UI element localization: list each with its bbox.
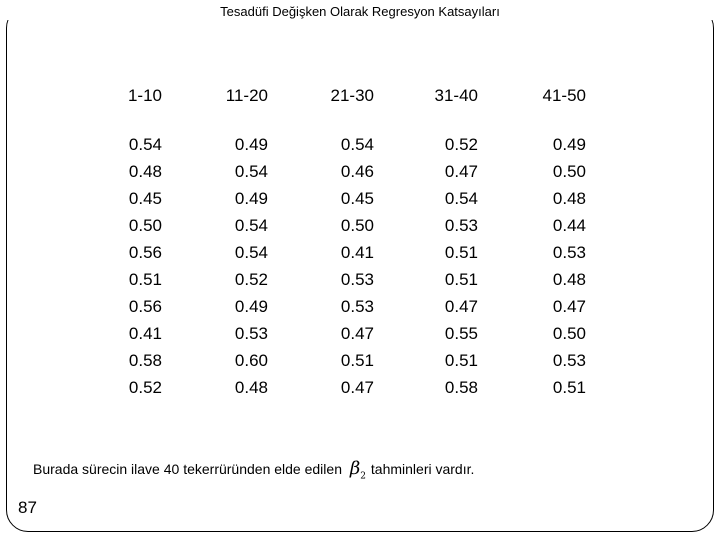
table-cell: 0.52 <box>234 270 268 289</box>
table-cell: 0.54 <box>234 216 268 235</box>
table-cell: 0.58 <box>128 351 162 370</box>
table-row <box>100 239 620 266</box>
table-cell: 0.54 <box>340 135 374 154</box>
beta-subscript: 2 <box>360 471 367 482</box>
column-header: 11-20 <box>225 86 268 105</box>
table-row <box>100 320 620 347</box>
table-body <box>100 131 620 401</box>
table-cell: 0.53 <box>340 270 374 289</box>
table-cell: 0.49 <box>234 135 268 154</box>
table-row <box>100 347 620 374</box>
table-cell: 0.54 <box>128 135 162 154</box>
table-cell: 0.54 <box>234 162 268 181</box>
table-cell: 0.48 <box>234 378 268 397</box>
table-cell: 0.47 <box>340 324 374 343</box>
table-cell: 0.51 <box>444 351 478 370</box>
table-cell: 0.51 <box>552 378 586 397</box>
table-cell: 0.53 <box>552 351 586 370</box>
table-row <box>100 185 620 212</box>
table-cell: 0.51 <box>340 351 374 370</box>
column-header: 41-50 <box>542 86 586 105</box>
table-cell: 0.58 <box>444 378 478 397</box>
table-cell: 0.53 <box>234 324 268 343</box>
table-cell: 0.53 <box>444 216 478 235</box>
table-cell: 0.55 <box>444 324 478 343</box>
table-cell: 0.60 <box>234 351 268 370</box>
table-cell: 0.47 <box>444 297 478 316</box>
slide-title <box>0 4 720 20</box>
table-cell: 0.47 <box>552 297 586 316</box>
footnote-text-after: tahminleri vardır. <box>370 461 475 477</box>
table-row <box>100 212 620 239</box>
table-cell: 0.50 <box>552 162 586 181</box>
table-cell: 0.53 <box>552 243 586 262</box>
coefficient-table <box>100 82 620 401</box>
table-cell: 0.52 <box>128 378 162 397</box>
footnote <box>33 460 474 486</box>
table-cell: 0.45 <box>340 189 374 208</box>
table-cell: 0.41 <box>128 324 162 343</box>
table-row <box>100 131 620 158</box>
table-cell: 0.45 <box>128 189 162 208</box>
column-header: 1-10 <box>127 86 162 105</box>
column-header: 31-40 <box>434 86 478 105</box>
table-row <box>100 266 620 293</box>
table-cell: 0.50 <box>128 216 162 235</box>
table-cell: 0.51 <box>128 270 162 289</box>
table-cell: 0.50 <box>552 324 586 343</box>
table-cell: 0.48 <box>128 162 162 181</box>
table-row <box>100 293 620 320</box>
table-cell: 0.56 <box>128 297 162 316</box>
column-header: 21-30 <box>330 86 374 105</box>
table-cell: 0.48 <box>552 189 586 208</box>
table-cell: 0.44 <box>552 216 586 235</box>
beta-symbol <box>349 458 367 482</box>
footnote-text-before: Burada sürecin ilave 40 tekerrüründen elde edilen <box>33 461 342 477</box>
table-cell: 0.46 <box>340 162 374 181</box>
table-cell: 0.50 <box>340 216 374 235</box>
table-cell: 0.49 <box>234 297 268 316</box>
table-cell: 0.53 <box>340 297 374 316</box>
table-cell: 0.54 <box>234 243 268 262</box>
table-cell: 0.48 <box>552 270 586 289</box>
table-cell: 0.41 <box>340 243 374 262</box>
table-cell: 0.51 <box>444 270 478 289</box>
table-cell: 0.47 <box>444 162 478 181</box>
table-cell: 0.54 <box>444 189 478 208</box>
slide-title-text: Tesadüfi Değişken Olarak Regresyon Katsayıları <box>216 4 504 19</box>
table-cell: 0.47 <box>340 378 374 397</box>
table-cell: 0.56 <box>128 243 162 262</box>
page-number: 87 <box>18 498 37 517</box>
table-header-row <box>100 82 620 109</box>
table-cell: 0.49 <box>234 189 268 208</box>
table-row <box>100 158 620 185</box>
table-cell: 0.52 <box>444 135 478 154</box>
table-cell: 0.51 <box>444 243 478 262</box>
table-row <box>100 374 620 401</box>
beta-letter: β <box>349 458 361 479</box>
table-cell: 0.49 <box>552 135 586 154</box>
